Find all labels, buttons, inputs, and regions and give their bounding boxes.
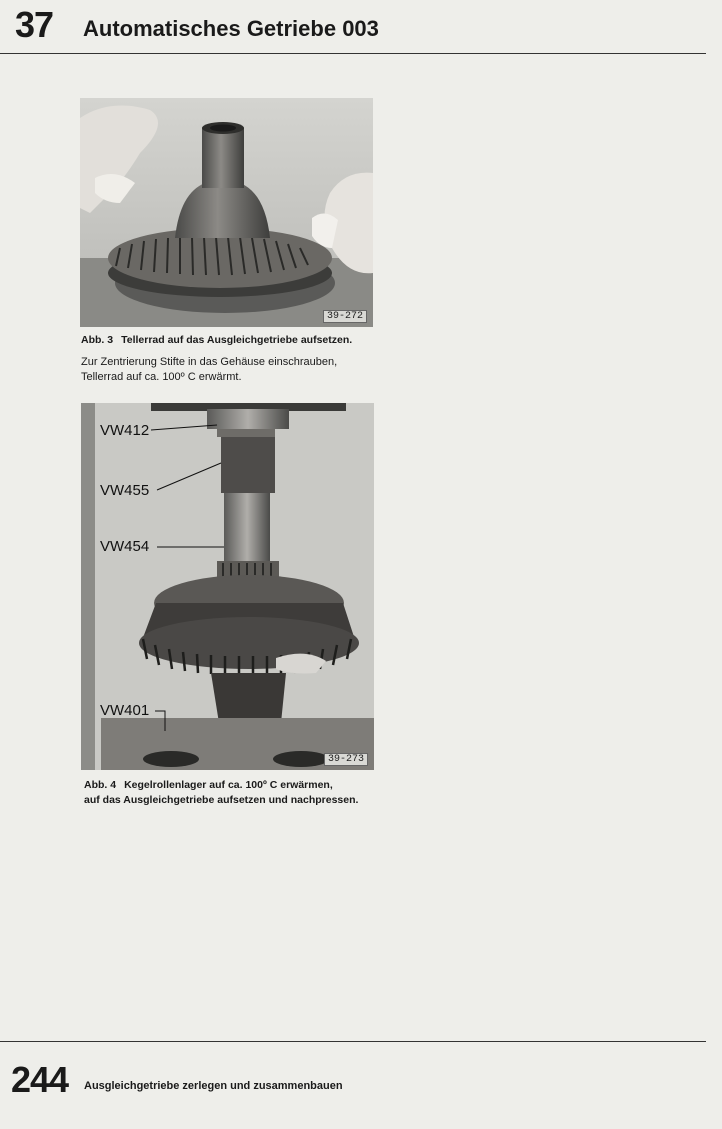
figure-3-body-line-1: Zur Zentrierung Stifte in das Gehäuse einschrauben, [81, 356, 338, 368]
footer-rule [0, 1041, 706, 1042]
figure-3-caption-label: Abb. 3 [81, 334, 114, 346]
figure-3-body-line-2: Tellerrad auf ca. 100º C erwärmt. [81, 371, 242, 383]
footer-section-title: Ausgleichgetriebe zerlegen und zusammenbauen [84, 1080, 343, 1092]
callout-vw454: VW454 [100, 538, 150, 555]
figure-4-photo [81, 403, 374, 770]
figure-3-caption-text: Tellerrad auf das Ausgleichgetriebe aufsetzen. [121, 334, 353, 346]
figure-3-body-text [81, 355, 381, 385]
figure-4-caption-line-1: Kegelrollenlager auf ca. 100º C erwärmen, [124, 779, 333, 791]
figure-3-photo [80, 98, 373, 327]
chapter-number: 37 [15, 4, 54, 45]
figure-4-caption [84, 778, 358, 808]
figure-4-caption-label: Abb. 4 [84, 779, 117, 791]
figure-4-caption-line-2: auf das Ausgleichgetriebe aufsetzen und nachpressen. [84, 794, 359, 806]
callout-vw412: VW412 [100, 422, 150, 439]
callout-vw455: VW455 [100, 482, 150, 499]
page-header [0, 0, 722, 56]
callout-vw401: VW401 [100, 702, 150, 719]
page-number: 244 [11, 1059, 69, 1100]
figure-3-id-tag: 39-272 [323, 310, 367, 323]
figure-3-caption [81, 333, 352, 348]
figure-4-id-tag: 39-273 [324, 753, 368, 766]
header-rule [0, 53, 706, 54]
chapter-title: Automatisches Getriebe 003 [83, 16, 379, 41]
